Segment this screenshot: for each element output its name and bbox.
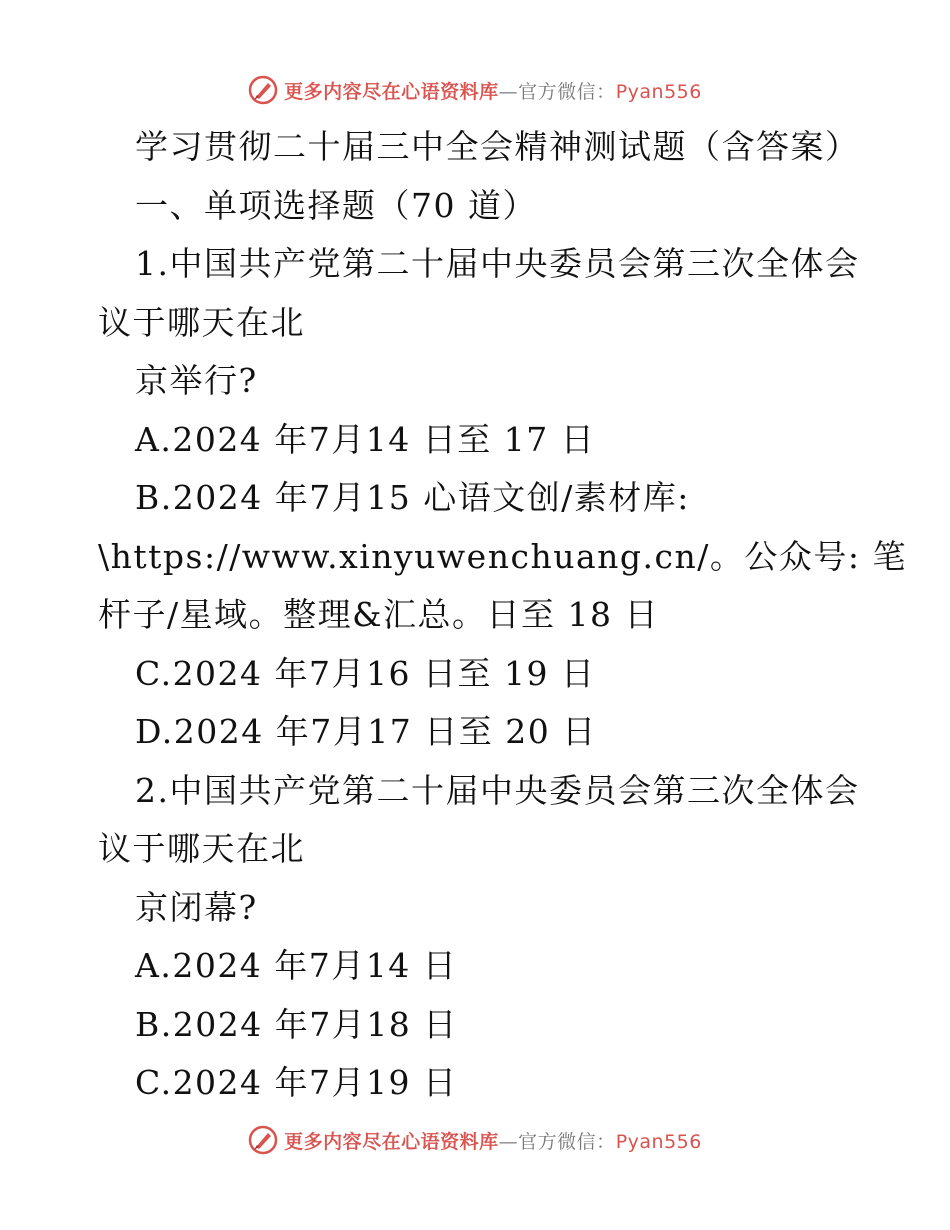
- option-b-url: \https://www.xinyuwenchuang.cn/。公众号: 笔: [98, 536, 907, 576]
- banner-brand: 更多内容尽在心语资料库: [284, 80, 499, 103]
- option-c: C.2024 年7月19 日: [135, 1063, 458, 1102]
- banner-wechat-id: Pyan556: [615, 1130, 702, 1153]
- option-a: A.2024 年7月14 日至 17 日: [135, 419, 596, 459]
- quill-pen-logo-icon: [248, 75, 278, 105]
- header-banner: [0, 70, 950, 110]
- banner-wechat-label: 官方微信：: [518, 1130, 616, 1153]
- option-c: C.2024 年7月16 日至 19 日: [135, 653, 596, 693]
- question-stem: 京举行?: [135, 361, 258, 400]
- option-b: B.2024 年7月15 心语文创/素材库:: [135, 478, 690, 517]
- option-a: A.2024 年7月14 日: [135, 946, 458, 985]
- question-1: [98, 235, 907, 762]
- footer-banner: [0, 1120, 950, 1160]
- option-b-continued: 杆子/星域。整理&汇总。日至 18 日: [98, 595, 659, 634]
- section-heading: 一、单项选择题（70 道）: [135, 185, 537, 225]
- document-title: 学习贯彻二十届三中全会精神测试题（含答案）: [135, 127, 860, 166]
- question-stem: 2.中国共产党第二十届中央委员会第三次全体会: [135, 770, 860, 810]
- question-stem: 议于哪天在北: [98, 302, 305, 342]
- question-stem: 1.中国共产党第二十届中央委员会第三次全体会: [135, 244, 860, 283]
- banner-dash: —: [498, 80, 519, 103]
- banner-dash: —: [498, 1130, 519, 1153]
- question-2: [98, 762, 878, 1113]
- banner-wechat-id: Pyan556: [615, 80, 702, 103]
- quill-pen-logo-icon: [248, 1125, 278, 1155]
- banner-wechat-label: 官方微信：: [518, 80, 616, 103]
- banner-brand: 更多内容尽在心语资料库: [284, 1130, 499, 1153]
- option-b: B.2024 年7月18 日: [135, 1004, 458, 1044]
- document-body: [98, 118, 907, 1113]
- question-stem: 京闭幕?: [135, 887, 258, 927]
- option-d: D.2024 年7月17 日至 20 日: [135, 712, 597, 751]
- question-stem: 议于哪天在北: [98, 829, 305, 868]
